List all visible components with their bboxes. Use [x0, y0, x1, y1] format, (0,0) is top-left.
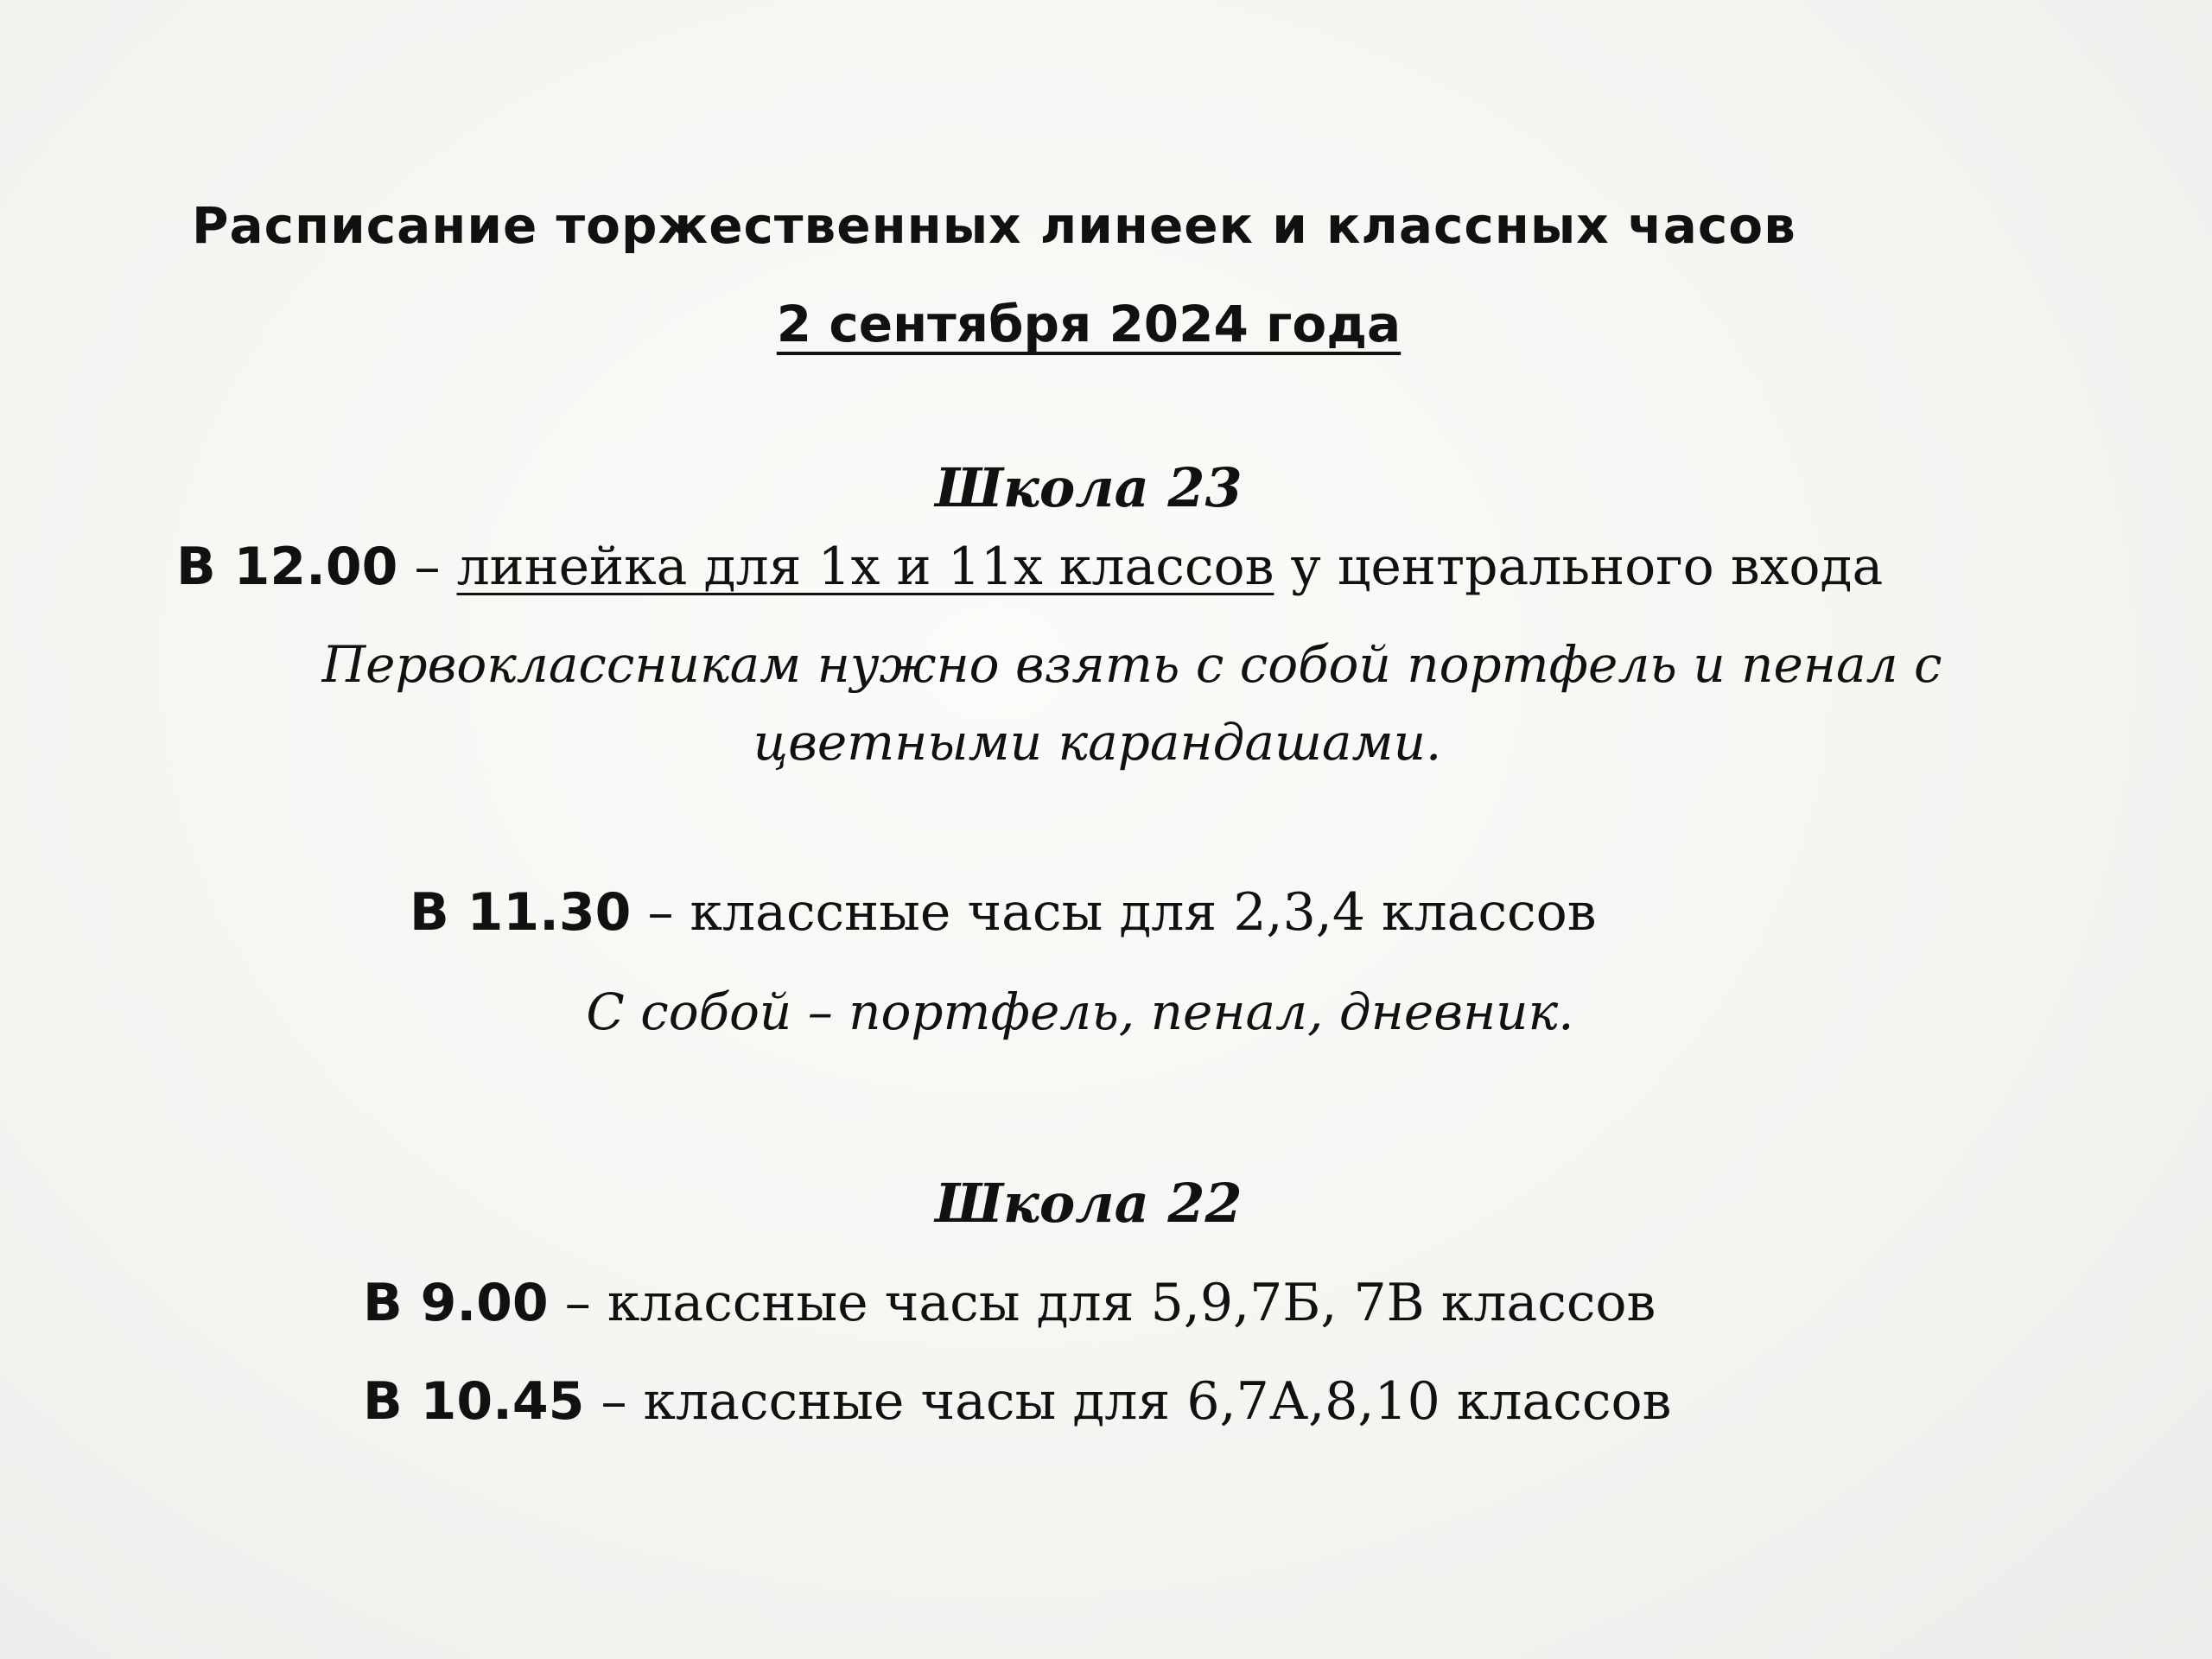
- school-23-note-1-line-2: [0, 713, 2212, 772]
- document-date: [0, 295, 2212, 353]
- school-23-event-1: [0, 537, 2212, 597]
- event-time: В 10.45: [363, 1371, 585, 1432]
- event-underlined-text: линейка для 1х и 11х классов: [456, 537, 1274, 597]
- school-22-name: Школа 22: [935, 1172, 1243, 1235]
- school-22-event-1: [0, 1273, 2212, 1333]
- note-text: Первоклассникам нужно взять с собой портфель и пенал с: [321, 635, 1942, 694]
- school-23-note-2: [0, 982, 2212, 1041]
- note-text: С собой – портфель, пенал, дневник.: [586, 982, 1574, 1041]
- event-time: В 9.00: [363, 1273, 549, 1333]
- date-text: 2 сентября 2024 года: [776, 295, 1402, 353]
- school-23-name: Школа 23: [935, 456, 1243, 519]
- school-23-note-1-line-1: [0, 635, 2212, 694]
- event-description: – классные часы для 5,9,7Б, 7В классов: [548, 1273, 1656, 1333]
- event-dash: –: [397, 537, 457, 597]
- school-22-event-2: [0, 1371, 2212, 1432]
- school-23-heading: [0, 456, 2212, 519]
- event-description: – классные часы для 2,3,4 классов: [631, 882, 1597, 943]
- event-description: – классные часы для 6,7А,8,10 классов: [584, 1371, 1672, 1432]
- event-location: у центрального входа: [1274, 537, 1884, 597]
- event-time: В 11.30: [410, 882, 632, 943]
- school-23-event-2: [0, 882, 2212, 943]
- school-22-heading: [0, 1172, 2212, 1235]
- event-time: В 12.00: [176, 537, 398, 597]
- document-title: Расписание торжественных линеек и классных часов: [192, 196, 1796, 255]
- note-text: цветными карандашами.: [753, 713, 1442, 772]
